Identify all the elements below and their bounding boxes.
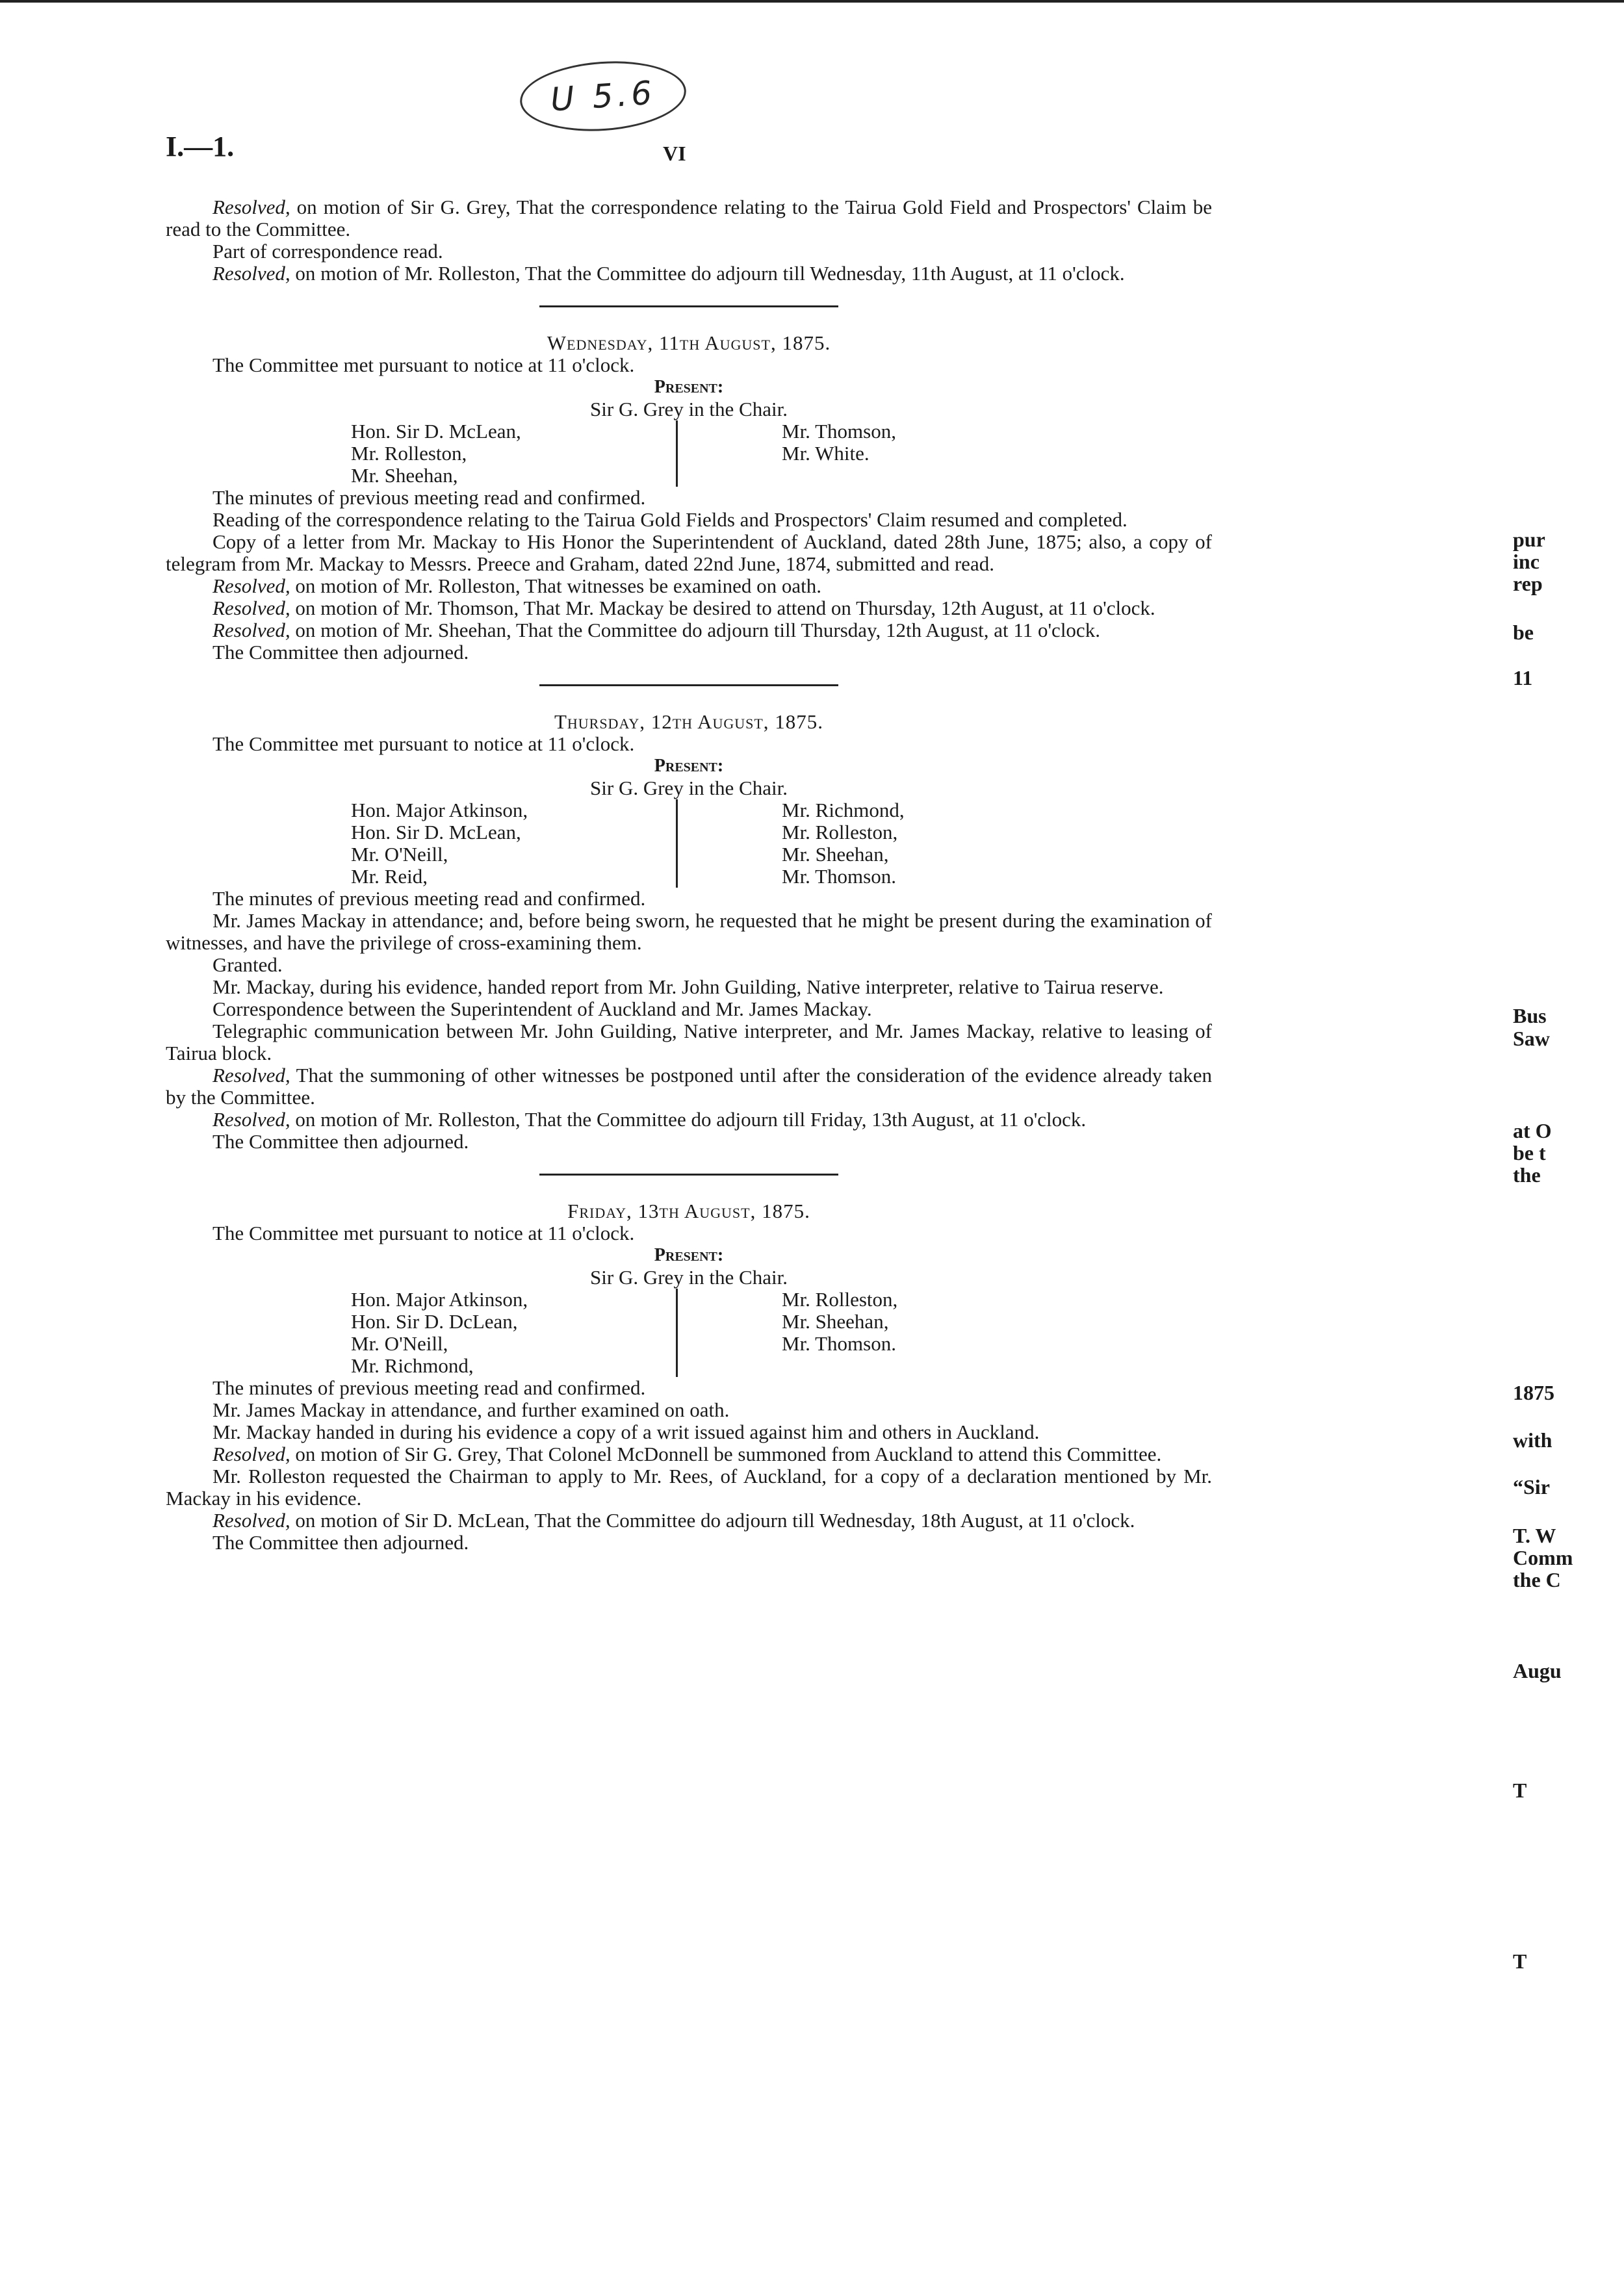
paragraph-text: The Committee then adjourned. [213,1531,469,1554]
paragraph [166,1377,1212,1399]
paragraph [166,509,1212,531]
member-name: Hon. Sir D. DcLean, [351,1310,518,1333]
adjacent-page-fragment: pur [1513,528,1545,551]
paragraph-text: on motion of Sir G. Grey, That Colonel McDonnell be summoned from Auckland to attend this Committee. [290,1443,1162,1465]
member-name: Mr. Sheehan, [351,464,458,487]
member-name: Mr. Sheehan, [782,843,889,866]
paragraph [166,1532,1212,1554]
paragraph [166,575,1212,597]
adjacent-page-edge [1513,0,1624,2277]
paragraph [166,597,1212,619]
paragraph-text: on motion of Mr. Rolleston, That the Committee do adjourn till Wednesday, 11th August, at 11 o'clock. [290,262,1125,285]
paragraph-text: Granted. [213,953,283,976]
handwritten-stamp: U 5.6 [518,56,689,136]
section-heading: Friday, 13th August, 1875. [567,1200,810,1222]
member-name: Hon. Sir D. McLean, [351,420,521,443]
member-name: Mr. Rolleston, [351,442,467,465]
member-name: Mr. Sheehan, [782,1310,889,1333]
adjacent-page-fragment: be [1513,621,1534,644]
paragraph-text: Correspondence between the Superintendent of Auckland and Mr. James Mackay. [213,997,872,1020]
paragraph-text: That the summoning of other witnesses be postponed until after the consideration of the evidence already taken by the Committee. [166,1064,1212,1109]
resolved-lead: Resolved, [213,619,290,641]
paragraph-text: on motion of Sir D. McLean, That the Committee do adjourn till Wednesday, 18th August, at 11 o'clock. [290,1509,1135,1532]
section-divider [539,305,838,307]
paragraph-text: Mr. Mackay, during his evidence, handed report from Mr. John Guilding, Native interpreter, relative to Tairua reserve. [213,975,1164,998]
members-left-column [351,1289,676,1377]
paragraph [166,1399,1212,1421]
paragraph [166,531,1212,575]
member-name: Mr. Reid, [351,865,428,888]
paragraph [166,263,1212,285]
members-list [351,799,1066,888]
members-list [351,420,1066,487]
present-label: Present: [654,1245,724,1265]
paragraph-text: Reading of the correspondence relating to the Tairua Gold Fields and Prospectors' Claim resumed and completed. [213,508,1128,531]
paragraph-text: on motion of Mr. Rolleston, That the Committee do adjourn till Friday, 13th August, at 11 o'clock. [290,1108,1087,1131]
paragraph-text: Mr. James Mackay in attendance, and further examined on oath. [213,1398,730,1421]
members-left-column [351,799,676,888]
paragraph-text: on motion of Mr. Sheehan, That the Committee do adjourn till Thursday, 12th August, at 11 o'clock. [290,619,1100,641]
page-reference: I.—1. [166,131,235,162]
section-heading: Thursday, 12th August, 1875. [554,710,824,733]
paragraph [166,1131,1212,1153]
adjacent-page-fragment: T [1513,1779,1527,1802]
paragraph-text: on motion of Sir G. Grey, That the correspondence relating to the Tairua Gold Field and Prospectors' Claim be read to the Committee. [166,196,1212,240]
members-right-column [676,799,905,888]
paragraph [166,240,1212,263]
adjacent-page-fragment: Augu [1513,1659,1562,1682]
paragraph [166,1064,1212,1109]
adjacent-page-fragment: the C [1513,1568,1561,1591]
member-name: Mr. Thomson. [782,865,896,888]
paragraph [166,1443,1212,1465]
adjacent-page-fragment: “Sir [1513,1475,1550,1499]
paragraph [166,487,1212,509]
section-divider [539,1174,838,1176]
member-name: Hon. Major Atkinson, [351,799,528,821]
paragraph-text: Mr. James Mackay in attendance; and, before being sworn, he requested that he might be present during the examination of witnesses, and have the privilege of cross-examining them. [166,909,1212,954]
paragraph-text: on motion of Mr. Rolleston, That witnesses be examined on oath. [290,574,822,597]
paragraph-text: The Committee then adjourned. [213,1130,469,1153]
paragraph-text: Telegraphic communication between Mr. John Guilding, Native interpreter, and Mr. James Mackay, relative to leasing of Tairua block. [166,1020,1212,1064]
paragraph-text: The minutes of previous meeting read and confirmed. [213,887,646,910]
section-heading: Wednesday, 11th August, 1875. [547,331,831,354]
adjacent-page-fragment: Comm [1513,1546,1573,1569]
member-name: Mr. O'Neill, [351,843,448,866]
resolved-lead: Resolved, [213,1509,290,1532]
adjacent-page-fragment: with [1513,1428,1553,1452]
chair-line: Sir G. Grey in the Chair. [590,777,788,799]
adjacent-page-fragment: 1875 [1513,1381,1554,1404]
resolved-lead: Resolved, [213,597,290,619]
paragraph [166,1510,1212,1532]
resolved-lead: Resolved, [213,1443,290,1465]
adjacent-page-fragment: T [1513,1949,1527,1973]
resolved-lead: Resolved, [213,574,290,597]
paragraph-text: Copy of a letter from Mr. Mackay to His Honor the Superintendent of Auckland, dated 28th June, 1875; also, a copy of telegram from Mr. Mackay to Messrs. Preece and Graham, dated 22nd June, 1874, submitted and read. [166,530,1212,575]
paragraph [166,1020,1212,1064]
member-name: Mr. Richmond, [782,799,905,821]
resolved-lead: Resolved, [213,196,290,218]
adjacent-page-fragment: 11 [1513,666,1533,689]
adjacent-page-fragment: be t [1513,1141,1546,1164]
chair-line: Sir G. Grey in the Chair. [590,398,788,420]
paragraph [166,888,1212,910]
paragraph [166,1465,1212,1510]
resolved-lead: Resolved, [213,1064,290,1087]
meeting-section [166,684,1212,1153]
paragraph [166,196,1212,240]
minutes-body [166,196,1212,1554]
meeting-notice: The Committee met pursuant to notice at 11 o'clock. [213,354,635,376]
adjacent-page-fragment: Bus [1513,1004,1547,1027]
paragraph-text: on motion of Mr. Thomson, That Mr. Mackay be desired to attend on Thursday, 12th August, at 11 o'clock. [290,597,1155,619]
paragraph-text: Mr. Rolleston requested the Chairman to apply to Mr. Rees, of Auckland, for a copy of a declaration mentioned by Mr. Mackay in his evidence. [166,1465,1212,1510]
member-name: Mr. Richmond, [351,1354,474,1377]
adjacent-page-fragment: the [1513,1163,1541,1187]
members-list [351,1289,1066,1377]
member-name: Hon. Major Atkinson, [351,1288,528,1311]
member-name: Hon. Sir D. McLean, [351,821,521,843]
page-number: VI [663,142,686,165]
paragraph-text: The minutes of previous meeting read and confirmed. [213,486,646,509]
paragraph [166,976,1212,998]
paragraph [166,998,1212,1020]
top-paragraphs [166,196,1212,285]
paragraph [166,619,1212,641]
resolved-lead: Resolved, [213,262,290,285]
paragraph [166,1109,1212,1131]
adjacent-page-fragment: rep [1513,572,1543,595]
meeting-notice: The Committee met pursuant to notice at 11 o'clock. [213,1222,635,1244]
paragraph-text: Part of correspondence read. [213,240,443,263]
resolved-lead: Resolved, [213,1108,290,1131]
present-label: Present: [654,377,724,397]
member-name: Mr. Rolleston, [782,1288,898,1311]
paragraph [166,641,1212,663]
meeting-section [166,305,1212,663]
paragraph-text: Mr. Mackay handed in during his evidence a copy of a writ issued against him and others in Auckland. [213,1421,1040,1443]
meeting-section [166,1174,1212,1554]
member-name: Mr. Thomson. [782,1332,896,1355]
paragraph [166,1421,1212,1443]
member-name: Mr. O'Neill, [351,1332,448,1355]
adjacent-page-fragment: T. W [1513,1524,1556,1547]
members-right-column [676,1289,897,1377]
member-name: Mr. Rolleston, [782,821,898,843]
present-label: Present: [654,756,724,776]
adjacent-page-fragment: inc [1513,550,1540,573]
member-name: Mr. Thomson, [782,420,896,443]
paragraph [166,954,1212,976]
section-divider [539,684,838,686]
page-top-border [0,0,1624,3]
adjacent-page-fragment: Saw [1513,1027,1550,1050]
chair-line: Sir G. Grey in the Chair. [590,1266,788,1289]
paragraph-text: The Committee then adjourned. [213,641,469,663]
meeting-sections [166,305,1212,1554]
meeting-notice: The Committee met pursuant to notice at 11 o'clock. [213,732,635,755]
adjacent-page-fragment: at O [1513,1119,1552,1142]
member-name: Mr. White. [782,442,870,465]
paragraph-text: The minutes of previous meeting read and confirmed. [213,1376,646,1399]
members-right-column [676,420,896,487]
paragraph [166,910,1212,954]
members-left-column [351,420,676,487]
